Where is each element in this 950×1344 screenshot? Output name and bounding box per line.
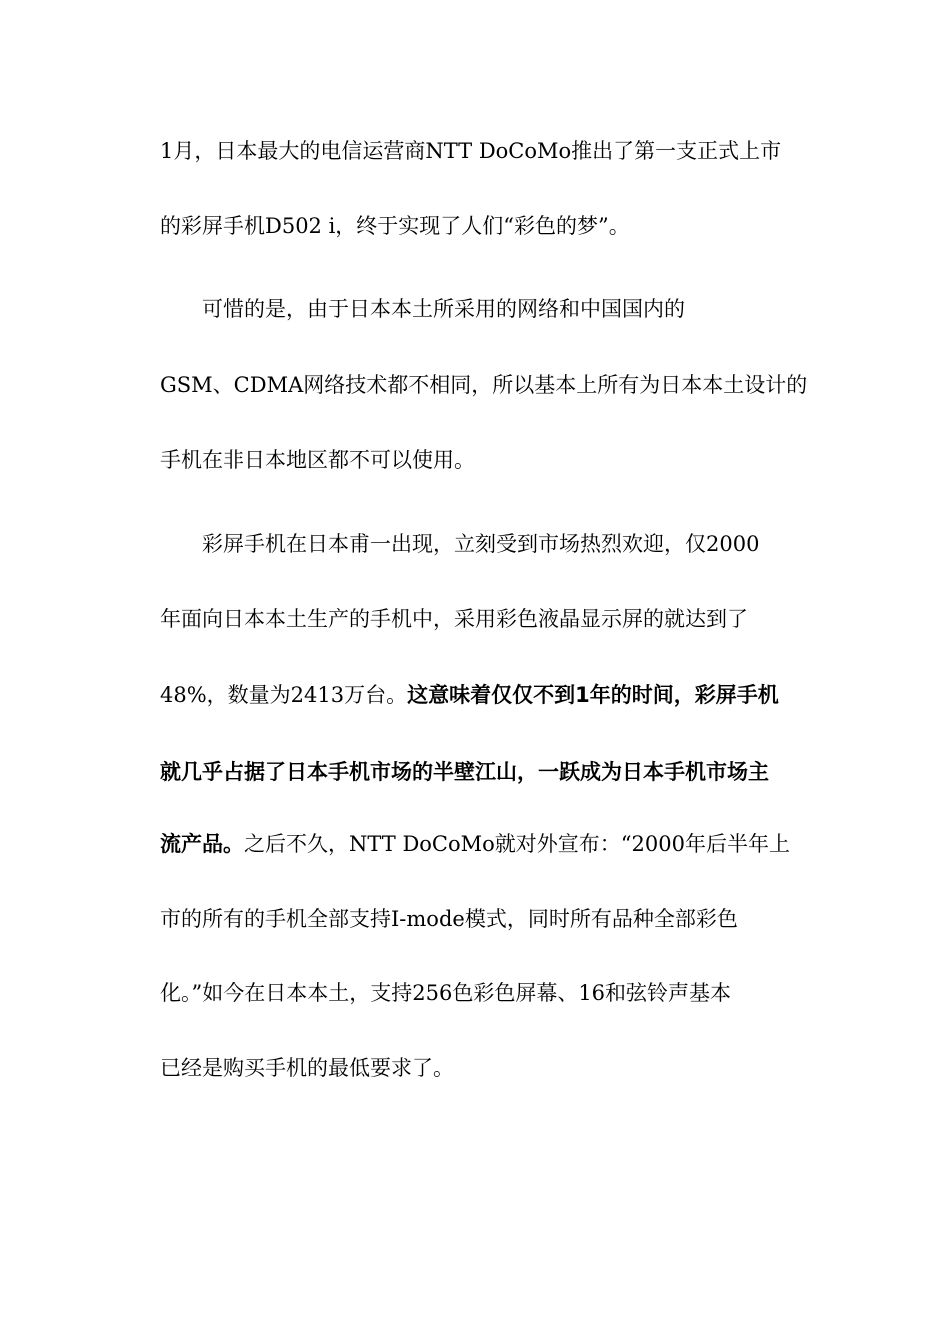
paragraph-3-line-3-text: 48%，数量为2413万台。 [160,683,408,707]
paragraph-2-line-1: 可惜的是，由于日本本土所采用的网络和中国国内的 [202,297,685,321]
bold-emphasis-text-2: 就几乎占据了日本手机市场的半壁江山，一跃成为日本手机市场主 [160,760,769,784]
paragraph-2-line-3: 手机在非日本地区都不可以使用。 [160,448,475,472]
paragraph-1-line-1: 1月，日本最大的电信运营商NTT DoCoMo推出了第一支正式上市 [160,139,782,163]
bold-emphasis-text-1: 这意味着仅仅不到1年的时间，彩屏手机 [407,683,779,707]
paragraph-3-line-6: 市的所有的手机全部支持I-mode模式，同时所有品种全部彩色 [160,907,738,931]
paragraph-3-line-2: 年面向日本本土生产的手机中，采用彩色液晶显示屏的就达到了 [160,607,748,631]
paragraph-3-line-8: 已经是购买手机的最低要求了。 [160,1056,454,1080]
paragraph-3-line-7: 化。”如今在日本本土，支持256色彩色屏幕、16和弦铃声基本 [160,981,732,1005]
paragraph-3-line-1: 彩屏手机在日本甫一出现，立刻受到市场热烈欢迎，仅2000 [202,532,760,556]
paragraph-3-line-3 [160,680,779,710]
paragraph-3-line-5 [160,829,790,859]
paragraph-2-line-2: GSM、CDMA网络技术都不相同，所以基本上所有为日本本土设计的 [160,373,808,397]
paragraph-3-line-5-text: 之后不久，NTT DoCoMo就对外宣布：“2000年后半年上 [244,832,790,856]
paragraph-1-line-2: 的彩屏手机D502 i，终于实现了人们“彩色的梦”。 [160,214,630,238]
bold-emphasis-text-3: 流产品。 [160,832,244,856]
